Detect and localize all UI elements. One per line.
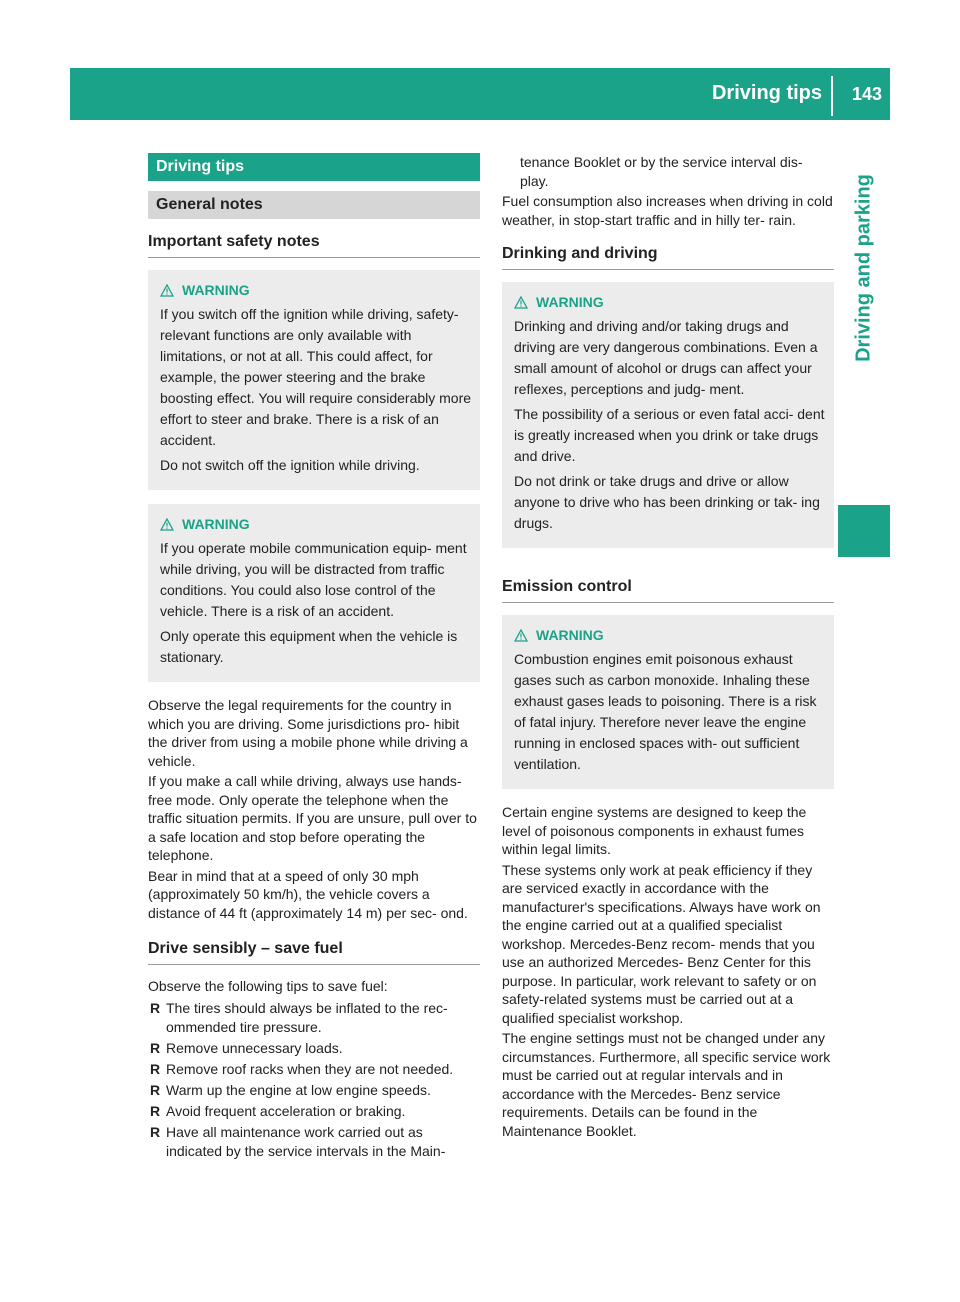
fuel-consumption-text: Fuel consumption also increases when driving in cold weather, in stop-start traffic and in hilly ter- rain. [502, 193, 833, 228]
warning-title: WARNING [536, 294, 604, 310]
side-chapter-label: Driving and parking [852, 173, 875, 362]
warning-box-mobile [148, 504, 480, 682]
continued-text: tenance Booklet or by the service interval dis- play. [520, 154, 803, 189]
page-number: 143 [851, 84, 882, 104]
paragraph: Observe the legal requirements for the country in which you are driving. Some jurisdictions pro- hibit the driver from using a mobile phone while driving a vehicle. [148, 697, 468, 769]
paragraph: Certain engine systems are designed to keep the level of poisonous components in exhaust fumes within legal limits. [502, 804, 807, 857]
list-item: R Remove roof racks when they are not needed. [148, 1060, 480, 1079]
body-text-emission [502, 803, 834, 1140]
list-item: R Avoid frequent acceleration or braking. [148, 1102, 480, 1121]
list-item: R The tires should always be inflated to the rec- ommended tire pressure. [148, 999, 480, 1037]
warning-title: WARNING [182, 516, 250, 532]
right-column [502, 153, 834, 1142]
subsection-title: General notes [148, 191, 480, 219]
paragraph: If you make a call while driving, always use hands-free mode. Only operate the telephone when the traffic situation permits. If you are unsure, pull over to a safe location and stop before operating the telephone. [148, 773, 477, 863]
heading-safety-notes: Important safety notes [148, 229, 480, 258]
warning-box-ignition [148, 270, 480, 490]
heading-emission-control: Emission control [502, 574, 834, 603]
side-chapter-tab [838, 120, 890, 415]
heading-save-fuel: Drive sensibly – save fuel [148, 936, 480, 965]
list-item: R Warm up the engine at low engine speeds. [148, 1081, 480, 1100]
warning-text: Only operate this equipment when the vehicle is stationary. [160, 628, 458, 665]
heading-drinking-driving: Drinking and driving [502, 241, 834, 270]
warning-text: Do not drink or take drugs and drive or allow anyone to drive who has been drinking or tak- ing drugs. [514, 473, 820, 531]
warning-text: If you switch off the ignition while driving, safety-relevant functions are only available with limitations, or not at all. This could affect, for example, the power steering and the brake boosting effect. You will require considerably more effort to steer and brake. There is a risk of an accident. [160, 306, 472, 448]
header-divider [831, 76, 833, 116]
list-item: R Remove unnecessary loads. [148, 1039, 480, 1058]
warning-text: Drinking and driving and/or taking drugs and driving are very dangerous combinations. Even a small amount of alcohol or drugs can affect your reflexes, perceptions and judg- ment. [514, 318, 818, 397]
warning-triangle-icon [160, 284, 174, 297]
body-text-phone [148, 696, 480, 922]
warning-text: If you operate mobile communication equip- ment while driving, you will be distracted from traffic conditions. You could also lose control of the vehicle. There is a risk of an accident. [160, 540, 467, 619]
list-item: R Have all maintenance work carried out as indicated by the service intervals in the Main- [148, 1123, 480, 1161]
warning-triangle-icon [514, 296, 528, 309]
warning-triangle-icon [160, 518, 174, 531]
warning-triangle-icon [514, 629, 528, 642]
left-column [148, 153, 480, 1163]
warning-text: The possibility of a serious or even fatal acci- dent is greatly increased when you drink or take drugs and drive. [514, 406, 825, 464]
section-title: Driving tips [148, 153, 480, 181]
warning-title: WARNING [182, 282, 250, 298]
warning-text: Combustion engines emit poisonous exhaust gases such as carbon monoxide. Inhaling these exhaust gases leads to poisoning. There is a risk of fatal injury. Therefore never leave the engine running in enclosed spaces with- out sufficient ventilation. [514, 651, 817, 772]
paragraph: These systems only work at peak efficiency if they are serviced exactly in accordance with the manufacturer's specifications. Always have work on the engine carried out at a qualified specialist workshop. Mercedes-Benz recom- mends that you use an authorized Mercedes- Benz Center for this purpose. In particular, work relevant to safety or on safety-related systems must be carried out at a qualified specialist workshop. [502, 861, 821, 1026]
fuel-intro: Observe the following tips to save fuel: [148, 978, 388, 994]
paragraph: The engine settings must not be changed under any circumstances. Furthermore, all specific service work must be carried out at regular intervals and in accordance with the Mercedes- Benz service requirements. Details can be found in the Maintenance Booklet. [502, 1030, 831, 1139]
paragraph: Bear in mind that at a speed of only 30 mph (approximately 50 km/h), the vehicle covers a distance of 44 ft (approximately 14 m) per sec- ond. [148, 867, 468, 921]
chapter-marker [838, 505, 890, 557]
warning-box-drinking [502, 282, 834, 548]
warning-text: Do not switch off the ignition while driving. [160, 457, 420, 473]
header-title: Driving tips [711, 82, 822, 104]
fuel-tips-list [148, 999, 480, 1161]
warning-title: WARNING [536, 627, 604, 643]
page-header-bar [70, 68, 890, 120]
warning-box-emission [502, 615, 834, 789]
